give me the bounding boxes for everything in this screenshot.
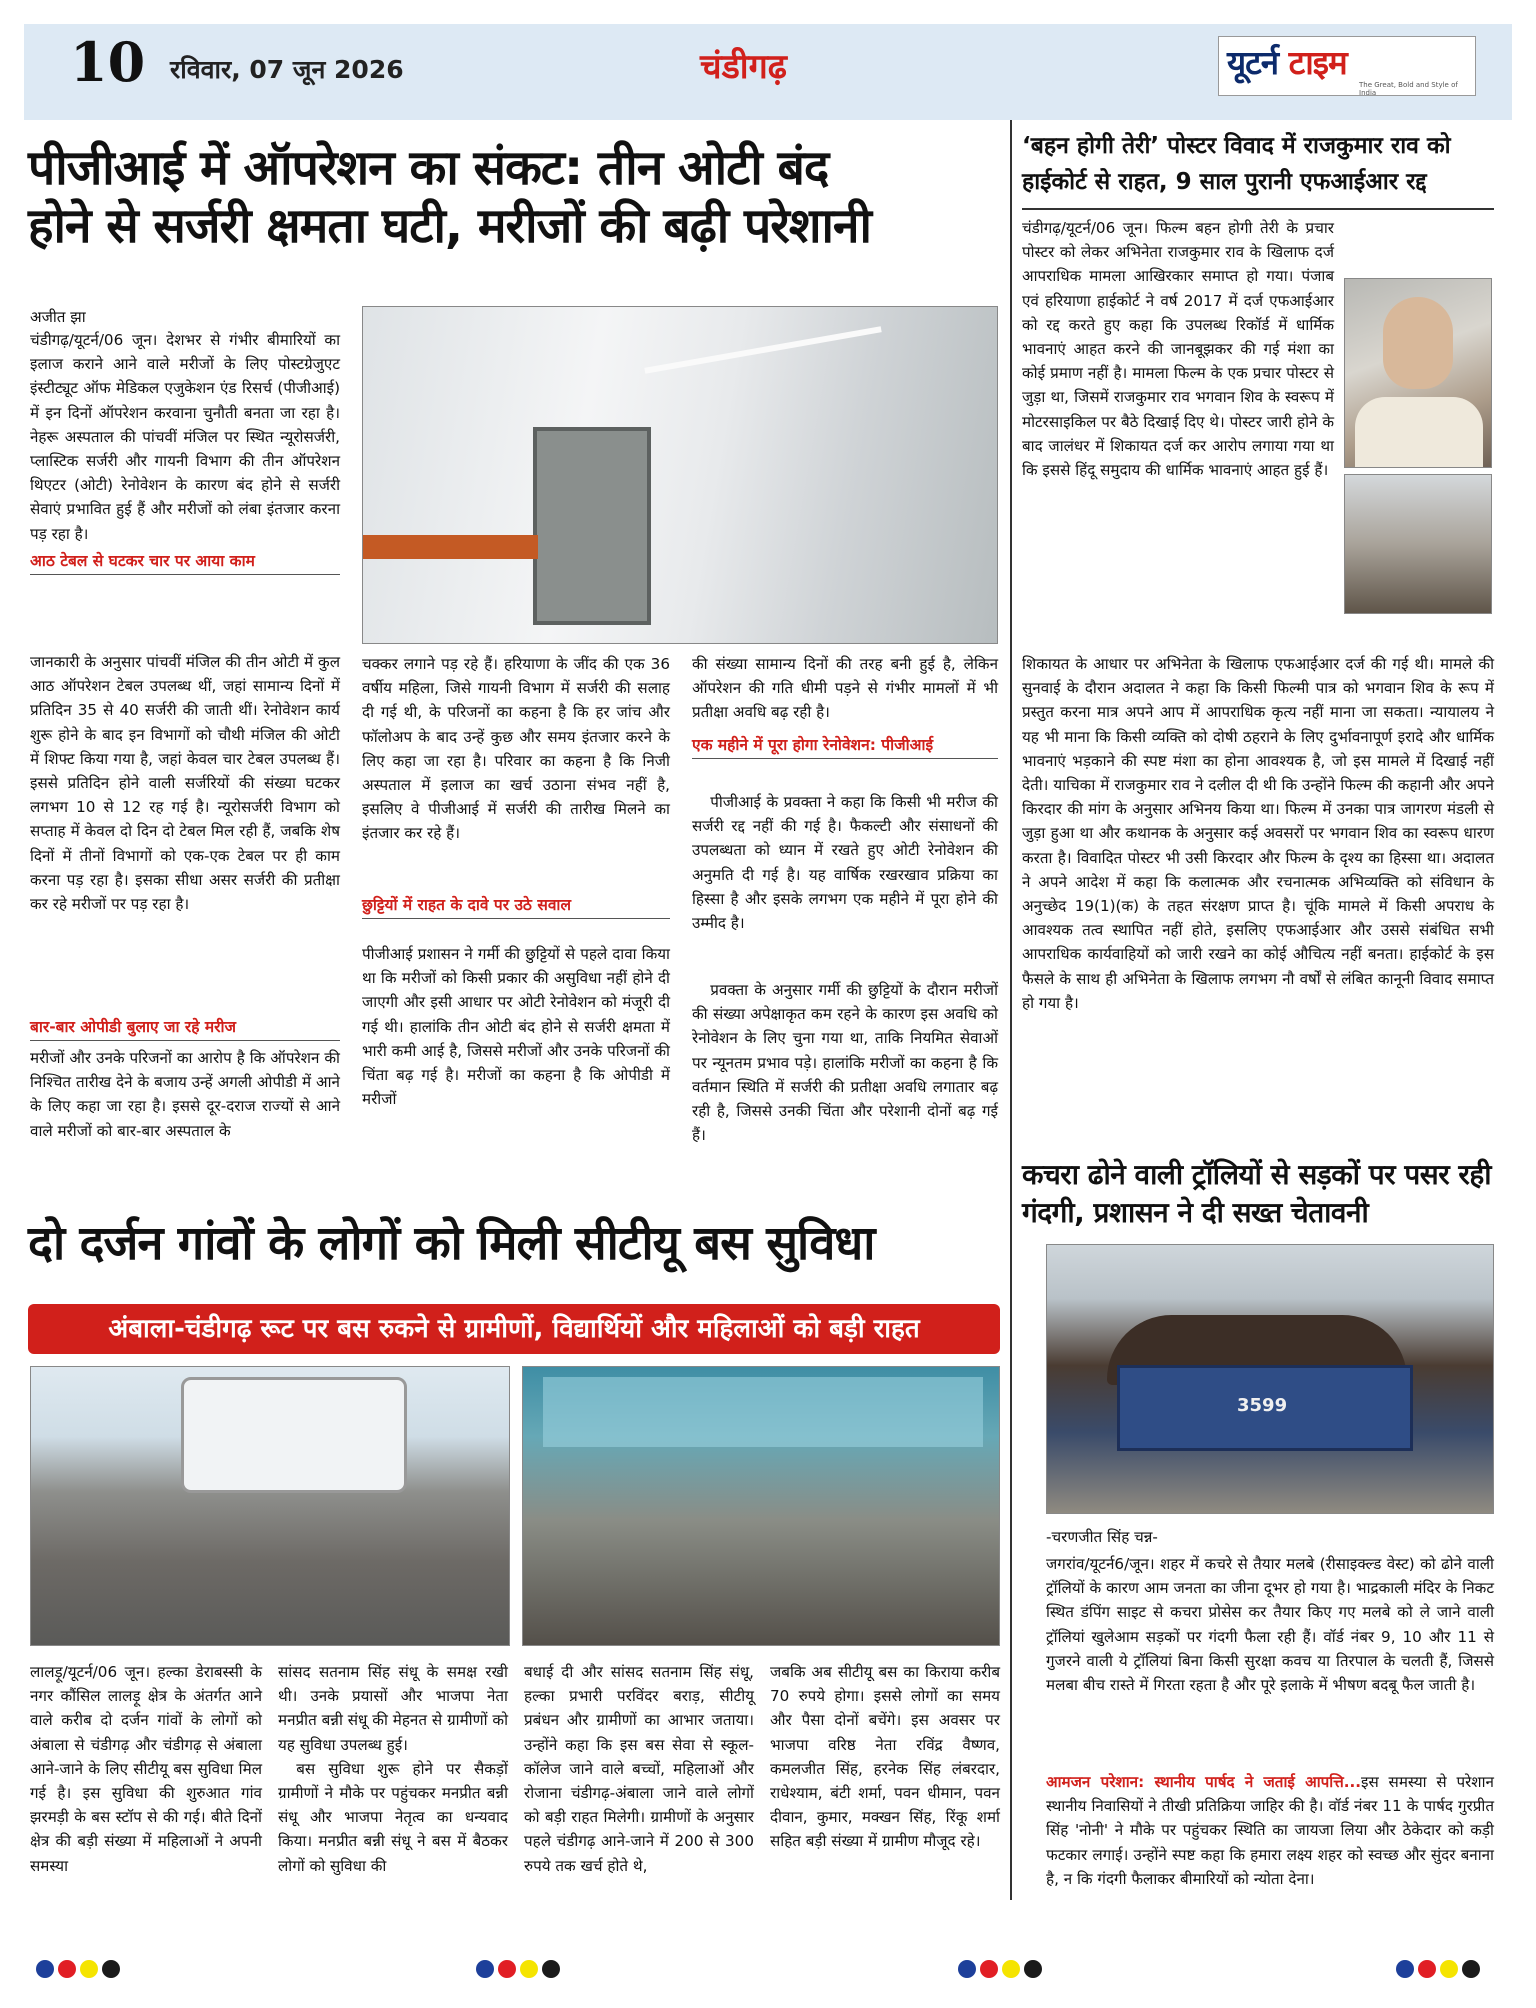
story1-para-2: मरीजों और उनके परिजनों का आरोप है कि ऑपरेशन की निश्चित तारीख देने के बजाय उन्हें अगली ओपीडी में आने के लिए कहा जा रहा है। इससे दूर-दराज राज्यों से आने वाले मरीजों को बार-बार अस्पताल के xyxy=(30,1049,340,1140)
story4-headline: कचरा ढोने वाली ट्रॉलियों से सड़कों पर पसर रही गंदगी, प्रशासन ने दी सख्त चेतावनी xyxy=(1022,1158,1491,1229)
registration-dot xyxy=(476,1960,494,1978)
story4-byline: -चरणजीत सिंह चन्न- xyxy=(1046,1528,1158,1546)
story1-subhead-3: छुट्टियों में राहत के दावे पर उठे सवाल xyxy=(362,894,670,919)
garbage-trolley-photo xyxy=(1046,1244,1494,1514)
story1-para-4: पीजीआई के प्रवक्ता ने कहा कि किसी भी मरीज की सर्जरी रद्द नहीं की गई है। फैकल्टी और संसाधनों की उपलब्धता को ध्यान में रखते हुए ओटी रेनोवेशन की अनुमति दी गई है। यह वार्षिक रखरखाव प्रक्रिया का हिस्सा है और इसके लगभग एक महीने में पूरा होने की उम्मीद है। xyxy=(692,793,998,933)
bus-inauguration-photo xyxy=(30,1366,510,1646)
newspaper-logo xyxy=(1218,36,1476,96)
actor-portrait-photo xyxy=(1344,278,1492,468)
registration-dot xyxy=(542,1960,560,1978)
court-building-photo xyxy=(1344,474,1492,614)
registration-dot xyxy=(102,1960,120,1978)
story4-body-2: आमजन परेशान: स्थानीय पार्षद ने जताई आपत्ति...इस समस्या से परेशान स्थानीय निवासियों ने तीखी प्रतिक्रिया जाहिर की है। वॉर्ड नंबर 11 के पार्षद गुरप्रीत सिंह 'नोनी' ने मौके पर पहुंचकर स्थिति का जायजा लिया और ठेकेदार को कड़ी फटकार लगाई। उन्होंने स्पष्ट कहा कि हमारा लक्ष्य शहर को स्वच्छ और सुंदर बनाना है, न कि गंदगी फैलाकर बीमारियों को न्योता देना। xyxy=(1046,1773,1494,1888)
registration-dot xyxy=(80,1960,98,1978)
story3-headline: ‘बहन होगी तेरी’ पोस्टर विवाद में राजकुमार राव को हाईकोर्ट से राहत, 9 साल पुरानी एफआईआर रद्द xyxy=(1022,133,1451,195)
registration-dot xyxy=(980,1960,998,1978)
story4-body: जगरांव/यूटर्न6/जून। शहर में कचरे से तैयार मलबे (रीसाइक्ल्ड वेस्ट) को ढोने वाली ट्रॉलियों के कारण आम जनता का जीना दूभर हो गया है। भाद्रकाली मंदिर के निकट स्थित डंपिंग साइट से कचरा प्रोसेस कर तैयार किए गए मलबे को ले जाने वाली ट्रॉलियां खुलेआम सड़कों पर गंदगी फैला रही हैं। वॉर्ड नंबर 9, 10 और 11 से गुजरने वाली ये ट्रॉलियां बिना किसी सुरक्षा कवच या तिरपाल के चलती हैं, जिससे मलबा बीच रास्ते में गिरता रहता है और पूरे इलाके में भीषण बदबू फैल जाती है। xyxy=(1046,1555,1494,1695)
registration-dot xyxy=(958,1960,976,1978)
bus-graphic xyxy=(181,1377,407,1493)
registration-dot xyxy=(36,1960,54,1978)
edition-city: चंडीगढ़ xyxy=(700,47,787,87)
jacket-graphic xyxy=(1355,397,1483,468)
story1-subhead-2: बार-बार ओपीडी बुलाए जा रहे मरीज xyxy=(30,1016,340,1041)
registration-marks-left xyxy=(36,1960,136,1980)
story1-para-5: प्रवक्ता के अनुसार गर्मी की छुट्टियों के दौरान मरीजों की संख्या अपेक्षाकृत कम रहने के कारण इस अवधि को रेनोवेशन के लिए चुना गया था, ताकि नियमित सेवाओं पर न्यूनतम प्रभाव पड़े। हालांकि मरीजों का कहना है कि वर्तमान स्थिति में सर्जरी की प्रतीक्षा अवधि लगातार बढ़ रही है, जिससे उनकी चिंता और परेशानी दोनों बढ़ गई हैं। xyxy=(692,981,998,1145)
registration-dot xyxy=(1396,1960,1414,1978)
logo-tagline: The Great, Bold and Style of India xyxy=(1359,81,1458,97)
registration-dot xyxy=(1024,1960,1042,1978)
story2-headline: दो दर्जन गांवों के लोगों को मिली सीटीयू बस सुविधा xyxy=(28,1216,875,1271)
story2-column-2: सांसद सतनाम सिंह संधू के समक्ष रखी थी। उनके प्रयासों और भाजपा नेता मनप्रीत बन्नी संधू की मेहनत से ग्रामीणों को यह सुविधा उपलब्ध हुई। बस सुविधा शुरू होने पर सैकड़ों ग्रामीणों ने मौके पर पहुंचकर मनप्रीत बन्नी संधू और भाजपा नेतृत्व का धन्यवाद किया। मनप्रीत बन्नी संधू ने बस में बैठकर लोगों को सुविधा की xyxy=(278,1663,508,1875)
hospital-corridor-photo xyxy=(362,306,998,644)
registration-dot xyxy=(1418,1960,1436,1978)
story1-subhead-1: आठ टेबल से घटकर चार पर आया काम xyxy=(30,550,340,575)
registration-dot xyxy=(1462,1960,1480,1978)
story2-column-4: जबकि अब सीटीयू बस का किराया करीब 70 रुपये होगा। इससे लोगों का समय और पैसा दोनों बचेंगे। इस अवसर पर भाजपा वरिष्ठ नेता रविंद्र वैष्णव, कमलजीत सिंह, हरनेक सिंह लंबरदार, राधेश्याम, बंटी शर्मा, पवन धीमान, पवन दीवान, कुमार, मक्खन सिंह, रिंकू शर्मा सहित बड़ी संख्या में ग्रामीण मौजूद रहे। xyxy=(770,1663,1000,1851)
registration-dot xyxy=(1002,1960,1020,1978)
registration-marks-far-right xyxy=(1396,1960,1496,1980)
story1-lead: चंडीगढ़/यूटर्न/06 जून। देशभर से गंभीर बीमारियों का इलाज कराने आने वाले मरीजों के लिए पोस्टग्रेजुएट इंस्टीट्यूट ऑफ मेडिकल एजुकेशन एंड रिसर्च (पीजीआई) में इन दिनों ऑपरेशन करवाना चुनौती बनता जा रहा है। नेहरू अस्पताल की पांचवीं मंजिल पर स्थित न्यूरोसर्जरी, प्लास्टिक सर्जरी और गायनी विभाग की तीन ऑपरेशन थिएटर (ओटी) रेनोवेशन के कारण बंद होने से सर्जरी सेवाएं प्रभावित हुई हैं और मरीजों को लंबा इंतजार करना पड़ रहा है। xyxy=(30,331,340,543)
story1-column-2: चक्कर लगाने पड़ रहे हैं। हरियाणा के जींद की एक 36 वर्षीय महिला, जिसे गायनी विभाग में सर्जरी की सलाह दी गई थी, के परिजनों का कहना है कि हर जांच और फॉलोअप के बाद उन्हें कुछ और समय इंतजार करने के लिए कहा जा रहा है। परिवार का कहना है कि निजी अस्पताल में इलाज का खर्च उठाना संभव नहीं है, इसलिए वे पीजीआई में सर्जरी की तारीख मिलने का इंतजार कर रहे हैं। xyxy=(362,655,670,843)
bus-window-graphic xyxy=(543,1377,983,1447)
issue-date: रविवार, 07 जून 2026 xyxy=(170,55,404,84)
story2-column-3: बधाई दी और सांसद सतनाम सिंह संधू, हल्का प्रभारी परविंदर बराड़, सीटीयू प्रबंधन और ग्रामीणों का आभार जताया। उन्होंने कहा कि इस बस सेवा से स्कूल-कॉलेज जाने वाले बच्चों, महिलाओं और रोजाना चंडीगढ़-अंबाला जाने वाले लोगों को बड़ी राहत मिलेगी। ग्रामीणों के अनुसार पहले चंडीगढ़ आने-जाने में 200 से 300 रुपये तक खर्च होते थे, xyxy=(524,1663,754,1875)
story3-headline-rule xyxy=(1022,208,1494,210)
byline: अजीत झा xyxy=(30,308,86,326)
story1-headline: पीजीआई में ऑपरेशन का संकट: तीन ओटी बंद होने से सर्जरी क्षमता घटी, मरीजों की बढ़ी परेशानी xyxy=(28,140,871,254)
story2-banner-text: अंबाला-चंडीगढ़ रूट पर बस रुकने से ग्रामीणों, विद्यार्थियों और महिलाओं को बड़ी राहत xyxy=(108,1314,920,1344)
story1-column-1 xyxy=(30,306,340,575)
story1-column-3: की संख्या सामान्य दिनों की तरह बनी हुई है, लेकिन ऑपरेशन की गति धीमी पड़ने से गंभीर मामलों में भी प्रतीक्षा अवधि बढ़ रही है। xyxy=(692,655,998,722)
story3-body: शिकायत के आधार पर अभिनेता के खिलाफ एफआईआर दर्ज की गई थी। मामले की सुनवाई के दौरान अदालत ने कहा कि किसी फिल्मी पात्र को भगवान शिव के रूप में प्रस्तुत करना मात्र अपने आप में आपराधिक कृत्य नहीं माना जा सकता। न्यायालय ने यह भी माना कि किसी व्यक्ति को दोषी ठहराने के लिए दुर्भावनापूर्ण इरादे और धार्मिक भावनाएं भड़काने की स्पष्ट मंशा का होना आवश्यक है, जो इस मामले में दिखाई नहीं देती। याचिका में राजकुमार राव ने दलील दी थी कि उन्होंने फिल्म की कहानी और अपने किरदार की मांग के अनुसार अभिनय किया था। फिल्म में उनका पात्र जागरण मंडली से जुड़ा हुआ था और कथानक के अनुसार कई अवसरों पर भगवान शिव का स्वरूप धारण करता है। विवादित पोस्टर भी उसी किरदार और फिल्म के दृश्य का हिस्सा था। अदालत ने अपने आदेश में कहा कि कलात्मक और रचनात्मक अभिव्यक्ति को संविधान के अनुच्छेद 19(1)(क) के तहत संरक्षण प्राप्त है। चूंकि मामले में किसी अपराध के आवश्यक तत्व स्थापित नहीं होते, इसलिए एफआईआर और उससे संबंधित सभी आपराधिक कार्यवाहियों को जारी रखने का कोई औचित्य नहीं बनता। हाईकोर्ट के इस फैसले के साथ ही अभिनेता के खिलाफ लगभग नौ वर्षों से लंबित कानूनी विवाद समाप्त हो गया है। xyxy=(1022,655,1494,1012)
door-graphic xyxy=(533,427,651,625)
story2-banner xyxy=(28,1304,1000,1354)
registration-marks-center xyxy=(476,1960,576,1980)
column-divider xyxy=(1010,120,1012,1900)
registration-dot xyxy=(58,1960,76,1978)
story3-lead: चंडीगढ़/यूटर्न/06 जून। फिल्म बहन होगी तेरी के प्रचार पोस्टर को लेकर अभिनेता राजकुमार राव के खिलाफ दर्ज आपराधिक मामला आखिरकार समाप्त हो गया। पंजाब एवं हरियाणा हाईकोर्ट ने वर्ष 2017 में दर्ज एफआईआर को रद्द करते हुए कहा कि उपलब्ध रिकॉर्ड में धार्मिक भावनाएं आहत करने की जानबूझकर की गई मंशा का कोई प्रमाण नहीं है। मामला फिल्म के एक प्रचार पोस्टर से जुड़ा था, जिसमें राजकुमार राव भगवान शिव के स्वरूप में मोटरसाइकिल पर बैठे दिखाई दिए थे। पोस्टर जारी होने के बाद जालंधर में शिकायत दर्ज कर आरोप लगाया गया था कि इससे हिंदू समुदाय की धार्मिक भावनाएं आहत हुई हैं। xyxy=(1022,219,1334,480)
floor-stripe xyxy=(363,535,538,559)
story1-subhead-4: एक महीने में पूरा होगा रेनोवेशन: पीजीआई xyxy=(692,734,998,759)
story1-para-1: जानकारी के अनुसार पांचवीं मंजिल की तीन ओटी में कुल आठ ऑपरेशन टेबल उपलब्ध थीं, जहां सामान्य दिनों में प्रतिदिन 35 से 40 सर्जरी की जाती थीं। रेनोवेशन कार्य शुरू होने के बाद इन विभागों को चौथी मंजिल की ओटी में शिफ्ट किया गया है, जहां केवल चार टेबल उपलब्ध हैं। इससे प्रतिदिन होने वाली सर्जरियों की संख्या घटकर लगभग 10 से 12 रह गई है। न्यूरोसर्जरी विभाग को सप्ताह में केवल दो दिन दो टेबल मिल रही हैं, जबकि शेष दिनों में तीनों विभागों को एक-एक टेबल पर ही काम करना पड़ रहा है। इसका सीधा असर सर्जरी की प्रतीक्षा कर रहे मरीजों पर पड़ रहा है। xyxy=(30,653,340,914)
trolley-number-text: 3599 xyxy=(1237,1395,1288,1416)
logo-text: यूटर्न टाइम xyxy=(1227,43,1347,82)
face-graphic xyxy=(1383,297,1453,389)
registration-dot xyxy=(1440,1960,1458,1978)
inside-bus-photo xyxy=(522,1366,1000,1646)
story4-subhead: आमजन परेशान: स्थानीय पार्षद ने जताई आपत्ति... xyxy=(1046,1773,1362,1791)
ceiling-lights xyxy=(644,326,881,374)
registration-dot xyxy=(520,1960,538,1978)
story2-column-1: लालड़ू/यूटर्न/06 जून। हल्का डेराबस्सी के नगर कौंसिल लालड़ू क्षेत्र के अंतर्गत आने वाले करीब दो दर्जन गांवों के लोगों को अंबाला से चंडीगढ़ और चंडीगढ़ से अंबाला आने-जाने के लिए सीटीयू बस सुविधा मिल गई है। इस सुविधा की शुरुआत गांव झरमड़ी के बस स्टॉप से की गई। बीते दिनों क्षेत्र की बड़ी संख्या में महिलाओं ने अपनी समस्या xyxy=(30,1663,262,1875)
registration-dot xyxy=(498,1960,516,1978)
registration-marks-right xyxy=(958,1960,1058,1980)
story1-para-3: पीजीआई प्रशासन ने गर्मी की छुट्टियों से पहले दावा किया था कि मरीजों को किसी प्रकार की असुविधा नहीं होने दी जाएगी और इसी आधार पर ओटी रेनोवेशन को मंजूरी दी गई थी। हालांकि तीन ओटी बंद होने से सर्जरी क्षमता में भारी कमी आई है, जिससे मरीजों और उनके परिजनों की चिंता बढ़ गई है। मरीजों का कहना है कि ओपीडी में मरीजों xyxy=(362,945,670,1109)
page-number: 10 xyxy=(70,30,146,94)
